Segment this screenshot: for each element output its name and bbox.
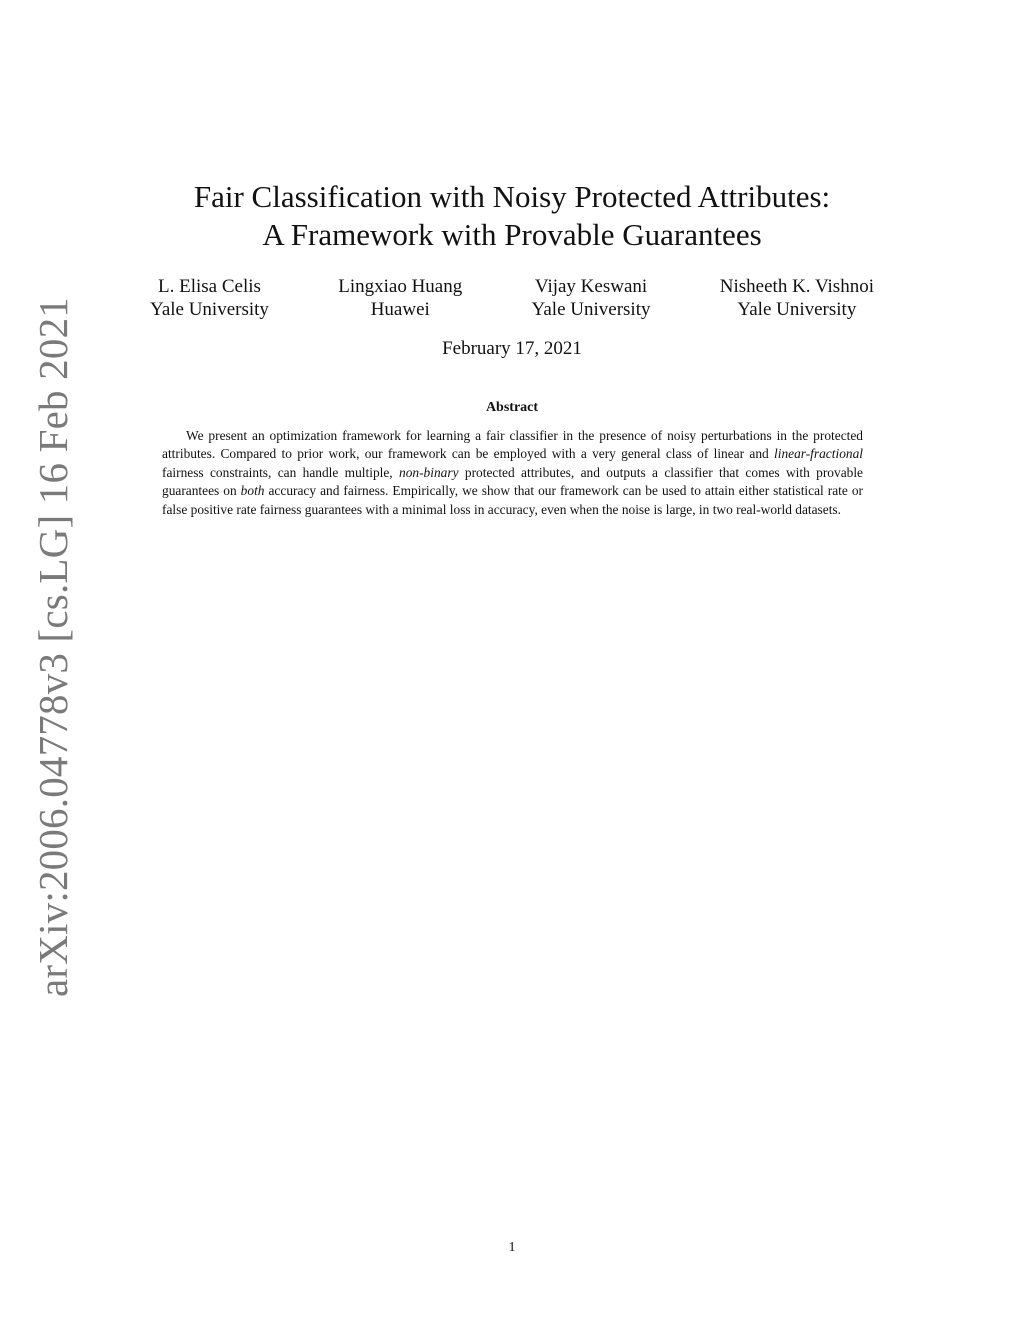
abstract-segment: fairness constraints, can handle multiple, — [162, 464, 400, 480]
author-block — [150, 275, 269, 321]
page-number: 1 — [508, 1240, 516, 1255]
author-affiliation: Yale University — [737, 299, 857, 320]
author-name: Vijay Keswani — [534, 276, 648, 297]
abstract-segment: accuracy and fairness. Empirically, we show that our framework can be used to attain either statistical rate or false positive rate fairness guarantees with a minimal loss in accuracy, even when the noise is large, in two real-world datasets. — [162, 483, 863, 517]
abstract-heading: Abstract — [485, 400, 539, 415]
author-affiliation: Yale University — [150, 299, 269, 320]
abstract-emphasis: linear-fractional — [774, 446, 863, 462]
author-affiliation: Yale University — [531, 299, 651, 320]
author-list — [150, 275, 874, 321]
abstract-segment: We present an optimization framework for learning a fair classifier in the presence of noisy perturbations in the protected attributes. Compared to prior work, our framework can be employed with a very general class of linear and — [162, 428, 863, 462]
abstract-segment: protected attributes, and outputs a classifier that comes with provable guarantees on — [162, 464, 863, 499]
author-name: Nisheeth K. Vishnoi — [719, 276, 874, 297]
abstract-emphasis: both — [240, 483, 265, 499]
author-block — [338, 275, 462, 321]
title-line-2: A Framework with Provable Guarantees — [262, 217, 762, 252]
author-name: Lingxiao Huang — [338, 276, 463, 297]
publication-date: February 17, 2021 — [442, 338, 582, 359]
author-name: L. Elisa Celis — [158, 276, 261, 297]
arxiv-identifier-stamp: arXiv:2006.04778v3 [cs.LG] 16 Feb 2021 — [30, 297, 76, 997]
author-block — [720, 275, 874, 321]
paper-title — [120, 178, 904, 254]
author-block — [532, 275, 651, 321]
title-line-1: Fair Classification with Noisy Protected Attributes: — [193, 179, 831, 214]
abstract-text — [162, 427, 863, 519]
author-affiliation: Huawei — [370, 299, 430, 320]
abstract-emphasis: non-binary — [399, 464, 459, 480]
